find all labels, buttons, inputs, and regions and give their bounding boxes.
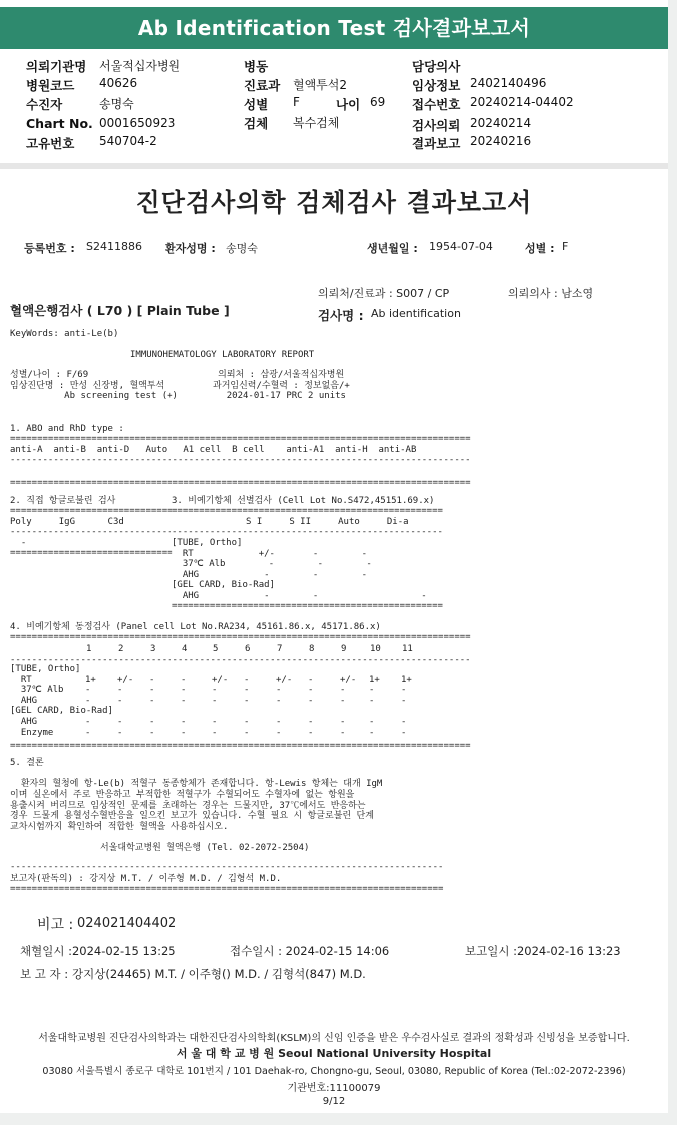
panel-cell: 1+ bbox=[85, 674, 96, 685]
info-value: 2402140496 bbox=[470, 76, 547, 90]
patient-value: 송명숙 bbox=[226, 242, 258, 255]
reg-label: 등록번호 : bbox=[24, 242, 75, 255]
panel-cell: - bbox=[276, 727, 282, 738]
section-3-header: S I S II Auto Di-a bbox=[246, 517, 409, 527]
doctor-info: 의뢰의사 : 남소영 bbox=[508, 287, 594, 300]
panel-column-header: 2 bbox=[118, 644, 124, 654]
panel-cell: - bbox=[244, 695, 250, 706]
double-rule: ===================================================================================== bbox=[10, 478, 471, 488]
lab-patient-lines: 성별/나이 : F/69 의뢰처 : 삼광/서울적십자병원 임상진단명 : 만성 신장병, 혈액투석 과거임신력/수혈력 : 정보없음/+ Ab screening test (+) 2024-01-17 PRC 2 units bbox=[10, 370, 350, 402]
panel-cell: 1+ bbox=[401, 674, 412, 685]
report-time: 보고일시 :2024-02-16 13:23 bbox=[465, 944, 621, 958]
panel-cell: - bbox=[244, 685, 250, 696]
panel-cell: - bbox=[401, 727, 407, 738]
panel-cell: - bbox=[149, 695, 155, 706]
section-2-values: - bbox=[10, 538, 27, 548]
section-3-title: 3. 비예기항체 선별검사 (Cell Lot No.S472,45151.69.x) bbox=[172, 496, 435, 506]
info-value: 혈액투석2 bbox=[293, 78, 348, 92]
info-key: 진료과 bbox=[244, 78, 281, 93]
info-key: 결과보고 bbox=[412, 136, 461, 151]
footer-address: 03080 서울특별시 종로구 대학로 101번지 / 101 Daehak-ro, Chongno-gu, Seoul, 03080, Republic of Korea (Tel.:02-2072-2396) bbox=[42, 1066, 626, 1077]
panel-cell: +/- bbox=[117, 674, 134, 685]
panel-column-header: 11 bbox=[402, 644, 413, 654]
info-value: 복수검체 bbox=[293, 116, 340, 130]
panel-cell: - bbox=[340, 717, 346, 727]
panel-column-header: 3 bbox=[150, 644, 156, 654]
panel-cell: - bbox=[340, 727, 346, 738]
info-value: 0001650923 bbox=[99, 116, 176, 130]
panel-row-label: AHG bbox=[10, 695, 38, 706]
double-rule: ================================================== bbox=[172, 601, 443, 611]
footer-hospital-name: 서 울 대 학 교 병 원 Seoul National University Hospital bbox=[176, 1047, 492, 1060]
single-rule: -------------------------------------------------------------------------------- bbox=[10, 862, 444, 872]
info-value: F bbox=[293, 95, 300, 109]
info-value: 서울적십자병원 bbox=[99, 59, 181, 73]
panel-cell: - bbox=[276, 695, 282, 706]
panel-row-label: [GEL CARD, Bio-Rad] bbox=[10, 706, 113, 717]
exam-value: Ab identification bbox=[371, 307, 461, 320]
remark-value: 024021404402 bbox=[77, 916, 177, 931]
panel-cell: - bbox=[308, 717, 314, 727]
panel-cell: - bbox=[369, 695, 375, 706]
panel-cell: - bbox=[212, 695, 218, 706]
info-key: 수진자 bbox=[26, 97, 63, 112]
panel-cell: - bbox=[117, 727, 123, 738]
panel-cell: - bbox=[308, 674, 314, 685]
panel-cell: - bbox=[117, 695, 123, 706]
panel-cell: - bbox=[308, 685, 314, 696]
info-value: 송명숙 bbox=[99, 97, 134, 111]
double-rule: ================================================================================ bbox=[10, 884, 444, 894]
page-number: 9/12 bbox=[322, 1096, 346, 1107]
single-rule: ------------------------------------------------------------------------------------- bbox=[10, 655, 471, 665]
single-rule: -------------------------------------------------- bbox=[172, 527, 443, 537]
panel-cell: - bbox=[85, 727, 91, 738]
double-rule: ============================== bbox=[10, 548, 173, 558]
panel-cell: - bbox=[244, 717, 250, 727]
info-key: 접수번호 bbox=[412, 97, 461, 112]
test-name: 혈액은행검사 ( L70 ) [ Plain Tube ] bbox=[10, 303, 230, 318]
section-divider bbox=[0, 163, 668, 169]
panel-cell: +/- bbox=[212, 674, 229, 685]
remark-label: 비고 : bbox=[37, 917, 74, 933]
panel-row-label: Enzyme bbox=[10, 727, 54, 738]
panel-cell: - bbox=[369, 717, 375, 727]
panel-column-header: 7 bbox=[277, 644, 283, 654]
panel-cell: - bbox=[181, 695, 187, 706]
panel-cell: +/- bbox=[340, 674, 357, 685]
panel-cell: - bbox=[276, 685, 282, 696]
info-key: 고유번호 bbox=[26, 136, 75, 151]
panel-cell: - bbox=[149, 674, 155, 685]
panel-cell: - bbox=[244, 674, 250, 685]
info-key: 담당의사 bbox=[412, 59, 461, 74]
dob-label: 생년월일 : bbox=[367, 242, 418, 255]
section-2-title: 2. 직접 항글로불린 검사 bbox=[10, 496, 116, 506]
bottom-reporter-label: 보 고 자 : bbox=[20, 967, 69, 981]
section-4-title: 4. 비예기항체 동정검사 (Panel cell Lot No.RA234, 45161.86.x, 45171.86.x) bbox=[10, 622, 381, 632]
dept-info: 의뢰처/진료과 : S007 / CP bbox=[318, 287, 450, 300]
info-key-age: 나이 bbox=[336, 97, 361, 112]
panel-cell: - bbox=[369, 727, 375, 738]
panel-cell: - bbox=[401, 695, 407, 706]
info-value-age: 69 bbox=[370, 95, 386, 109]
info-key: 임상정보 bbox=[412, 78, 461, 93]
panel-row-label: 37℃ Alb bbox=[10, 685, 64, 696]
panel-cell: - bbox=[149, 727, 155, 738]
report-title: 진단검사의학 검체검사 결과보고서 bbox=[135, 188, 533, 217]
bottom-reporter-value: 강지상(24465) M.T. / 이주형() M.D. / 김형석(847) M.D. bbox=[72, 967, 366, 981]
single-rule: ------------------------------ bbox=[10, 527, 173, 537]
footer-certification: 서울대학교병원 진단검사의학과는 대한진단검사의학회(KSLM)의 신임 인증을 받은 우수검사실로 결과의 정확성과 신빙성을 보증합니다. bbox=[38, 1033, 630, 1044]
panel-cell: - bbox=[401, 685, 407, 696]
panel-cell: - bbox=[181, 717, 187, 727]
panel-column-header: 10 bbox=[370, 644, 381, 654]
double-rule: ===================================================================================== bbox=[10, 741, 471, 751]
sex-label: 성별 : bbox=[525, 242, 555, 255]
panel-cell: - bbox=[340, 685, 346, 696]
panel-row-label: RT bbox=[10, 674, 32, 685]
panel-cell: - bbox=[85, 685, 91, 696]
section-2-header: Poly IgG C3d bbox=[10, 517, 124, 527]
panel-cell: - bbox=[401, 717, 407, 727]
info-key: 병원코드 bbox=[26, 78, 75, 93]
panel-row-label: AHG bbox=[10, 717, 38, 727]
panel-cell: +/- bbox=[276, 674, 293, 685]
section-1-title: 1. ABO and RhD type : bbox=[10, 424, 124, 434]
reporter-line: 보고자(판독의) : 강지상 M.T. / 이주형 M.D. / 김형석 M.D. bbox=[10, 874, 282, 884]
info-key: 성별 bbox=[244, 97, 269, 112]
receive-time: 접수일시 : 2024-02-15 14:06 bbox=[230, 944, 390, 958]
panel-cell: - bbox=[308, 727, 314, 738]
panel-column-header: 4 bbox=[182, 644, 188, 654]
panel-cell: - bbox=[340, 695, 346, 706]
panel-row-label: [TUBE, Ortho] bbox=[10, 664, 81, 674]
exam-label: 검사명 : bbox=[318, 308, 364, 323]
sex-value: F bbox=[562, 240, 569, 253]
info-key: Chart No. bbox=[26, 116, 93, 131]
double-rule: ================================================== bbox=[172, 506, 443, 516]
info-key: 의뢰기관명 bbox=[26, 59, 87, 74]
double-rule: ============================== bbox=[10, 506, 173, 516]
panel-cell: - bbox=[181, 674, 187, 685]
info-block bbox=[0, 54, 668, 152]
single-rule: ------------------------------------------------------------------------------------- bbox=[10, 455, 471, 465]
panel-cell: 1+ bbox=[369, 674, 380, 685]
panel-cell: - bbox=[212, 727, 218, 738]
panel-column-header: 8 bbox=[309, 644, 315, 654]
panel-cell: - bbox=[276, 717, 282, 727]
panel-cell: - bbox=[85, 695, 91, 706]
panel-column-header: 9 bbox=[341, 644, 347, 654]
patient-label: 환자성명 : bbox=[165, 242, 216, 255]
section-5-title: 5. 결론 bbox=[10, 758, 44, 768]
panel-cell: - bbox=[308, 695, 314, 706]
panel-cell: - bbox=[212, 717, 218, 727]
section-1-header: anti-A anti-B anti-D Auto A1 cell B cell anti-A1 anti-H anti-AB bbox=[10, 445, 417, 455]
info-value: 20240214 bbox=[470, 116, 532, 130]
panel-cell: - bbox=[212, 685, 218, 696]
footer-institution-code: 기관번호:11100079 bbox=[287, 1083, 381, 1094]
panel-cell: - bbox=[117, 717, 123, 727]
panel-column-header: 1 bbox=[86, 644, 92, 654]
lab-heading: IMMUNOHEMATOLOGY LABORATORY REPORT bbox=[130, 350, 315, 360]
double-rule: ===================================================================================== bbox=[10, 434, 471, 444]
panel-cell: - bbox=[85, 717, 91, 727]
blood-bank-contact: 서울대학교병원 혈액은행 (Tel. 02-2072-2504) bbox=[100, 843, 310, 853]
reg-value: S2411886 bbox=[86, 240, 142, 253]
info-key: 병동 bbox=[244, 59, 269, 74]
section-4-table bbox=[0, 664, 430, 744]
report-header-title: Ab Identification Test 검사결과보고서 bbox=[0, 7, 668, 49]
info-value: 40626 bbox=[99, 76, 138, 90]
info-value: 540704-2 bbox=[99, 134, 157, 148]
dob-value: 1954-07-04 bbox=[429, 240, 493, 253]
panel-column-header: 6 bbox=[245, 644, 251, 654]
section-3-rows: [TUBE, Ortho] RT +/- - - 37℃ Alb - - - AHG - - - [GEL CARD, Bio-Rad] AHG - - - bbox=[172, 538, 427, 601]
panel-cell: - bbox=[149, 717, 155, 727]
info-value: 20240216 bbox=[470, 134, 532, 148]
panel-cell: - bbox=[117, 685, 123, 696]
keywords: KeyWords: anti-Le(b) bbox=[10, 329, 119, 339]
panel-cell: - bbox=[149, 685, 155, 696]
panel-cell: - bbox=[244, 727, 250, 738]
panel-cell: - bbox=[369, 685, 375, 696]
panel-cell: - bbox=[181, 685, 187, 696]
double-rule: ===================================================================================== bbox=[10, 632, 471, 642]
info-key: 검체 bbox=[244, 116, 269, 131]
panel-cell: - bbox=[181, 727, 187, 738]
panel-column-header: 5 bbox=[213, 644, 219, 654]
conclusion-text: 환자의 혈청에 항-Le(b) 적혈구 동종항체가 존재합니다. 항-Lewis 항체는 대개 IgM 이며 실온에서 주로 반응하고 부적합한 적혈구가 수혈되어도 수혈자에 없는 항원을 용출시켜 버리므로 임상적인 문제를 초래하는 경우는 드물지만, 37℃에서도 반응하는 경우 드물게 용혈성수혈반응을 일으킨 보고가 있습니다. 수혈 필요 시 항글로불린 단계 교차시험까지 확인하여 적합한 혈액을 사용하십시오. bbox=[10, 779, 383, 833]
info-value: 20240214-04402 bbox=[470, 95, 574, 109]
collect-time: 채혈일시 :2024-02-15 13:25 bbox=[20, 944, 176, 958]
info-key: 검사의뢰 bbox=[412, 118, 461, 133]
